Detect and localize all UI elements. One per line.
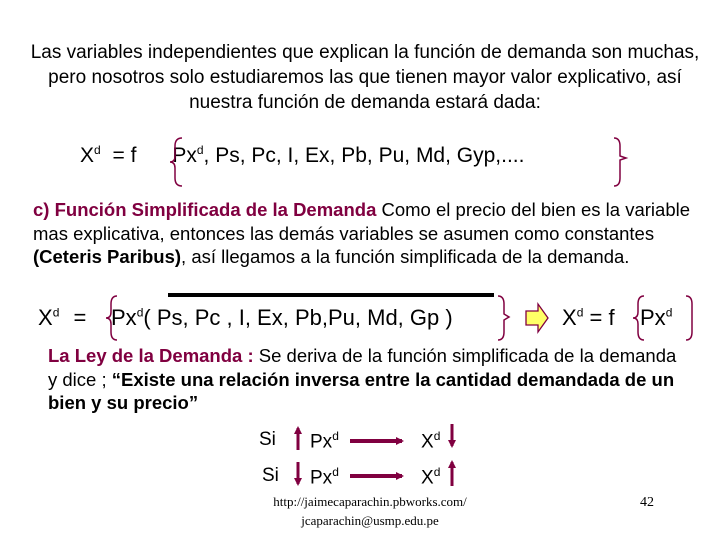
block-arrow-icon — [526, 304, 548, 332]
row1-px-text: Px — [310, 431, 333, 453]
right-bracket-icon — [498, 296, 509, 340]
func-x: X — [80, 144, 95, 167]
sf-eq: = — [73, 305, 87, 330]
intro-paragraph: Las variables independientes que explican la función de demanda son muchas, pero nosotros solo estudiaremos las que tienen mayor valor explicativo, así nuestra función de demanda estará dada: — [30, 42, 700, 113]
sf-x-sup: d — [52, 305, 60, 320]
sf-rx: X — [562, 305, 577, 330]
right-bracket-icon — [614, 138, 626, 186]
section-c-text2: , así llegamos a la función simplificada de la demanda. — [181, 246, 630, 267]
func-px: Px — [172, 144, 197, 167]
sf-rpx-sup: d — [665, 305, 673, 320]
row2-si: Si — [262, 465, 279, 486]
row2-x-text: X — [421, 467, 434, 489]
func-px-sup: d — [196, 143, 204, 157]
row1-si: Si — [259, 429, 276, 450]
law-quote: “Existe una relación inversa entre la cantidad demandada de un bien y su precio” — [48, 368, 675, 413]
left-brace-icon — [106, 296, 117, 340]
footer-email: jcaparachin@usmp.edu.pe — [301, 513, 439, 528]
func-x-sup: d — [94, 143, 101, 157]
sf-args: ( Ps, Pc , I, Ex, Pb,Pu, Md, Gp ) — [143, 305, 453, 330]
sf-rx-sup: d — [576, 305, 584, 320]
row2-x-sup: d — [433, 465, 441, 479]
right-bracket-icon — [686, 296, 692, 340]
sf-x: X — [38, 305, 53, 330]
row1-x-text: X — [421, 431, 434, 453]
left-brace-icon — [633, 296, 644, 340]
sf-px: Px — [111, 305, 137, 330]
sf-rf: = f — [589, 305, 615, 330]
row2-px-sup: d — [332, 465, 339, 479]
left-brace-icon — [170, 138, 182, 186]
page-number: 42 — [640, 495, 654, 510]
law-heading: La Ley de la Demanda : — [48, 345, 254, 366]
row2-px-text: Px — [310, 467, 333, 489]
row1-x-sup: d — [433, 429, 441, 443]
section-c-heading: c) Función Simplificada de la Demanda — [33, 199, 377, 220]
section-c-text1: Como el precio del bien es la variable mas explicativa, entonces las demás variables se asumen como constantes — [33, 199, 691, 244]
ceteris-paribus: (Ceteris Paribus) — [33, 246, 182, 267]
func-eq: = f — [112, 144, 137, 167]
law-text: Se deriva de la función simplificada de la demanda y dice ; — [48, 345, 677, 390]
sf-px-sup: d — [136, 305, 144, 320]
row1-px-sup: d — [332, 429, 339, 443]
sf-rpx: Px — [640, 305, 666, 330]
func-args: , Ps, Pc, I, Ex, Pb, Pu, Md, Gyp,.... — [203, 144, 525, 167]
footer-url: http://jaimecaparachin.pbworks.com/ — [273, 494, 467, 509]
